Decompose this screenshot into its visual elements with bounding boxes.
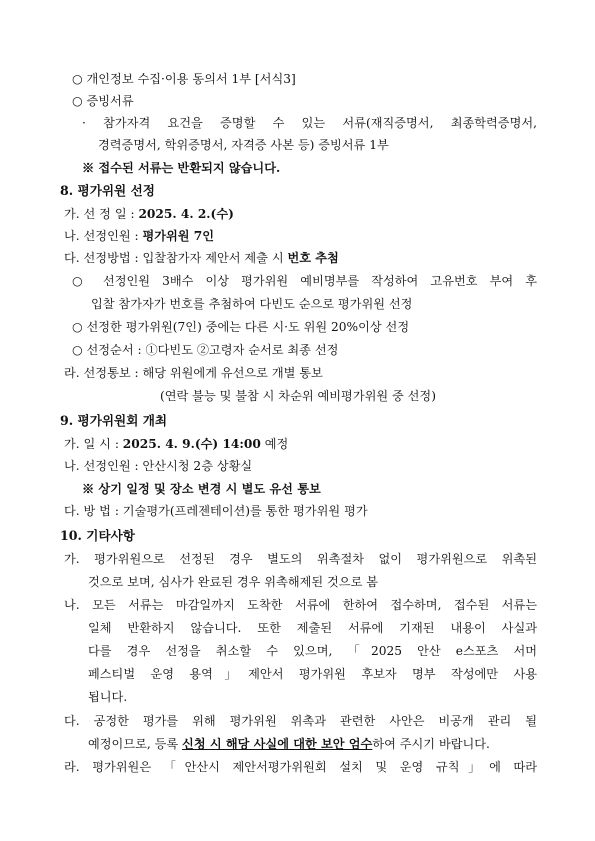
doc-line-selection-count <box>64 228 214 244</box>
doc-line-15: (연락 불능 및 불참 시 차순위 예비평가위원 중 선정) <box>160 389 436 403</box>
doc-line-selection-method <box>64 250 339 266</box>
value-selection-method: 번호 추첨 <box>287 251 339 265</box>
suffix-meeting-time: 예정 <box>260 437 289 451</box>
doc-line-29: 다. 공정한 평가를 위해 평가위원 위촉과 관련한 사안은 비공개 관리 될 <box>64 714 537 728</box>
doc-line-26: 다를 경우 선정을 취소할 수 있으며, 「2025 안산 e스포츠 서머 <box>88 644 537 658</box>
doc-line-31: 라. 평가위원은 「안산시 제안서평가위원회 설치 및 운영 규칙」에 따라 <box>64 760 537 774</box>
doc-line-18: 나. 선정인원 : 안산시청 2층 상황실 <box>64 459 253 473</box>
value-selection-count: 평가위원 7인 <box>142 229 215 243</box>
doc-line-28: 됩니다. <box>88 690 128 704</box>
doc-line-27: 페스티벌 운영 용역」제안서 평가위원 후보자 명부 작성에만 사용 <box>88 667 537 681</box>
doc-line-25: 일체 반환하지 않습니다. 또한 제출된 서류에 기재된 내용이 사실과 <box>88 621 537 635</box>
section-heading-8: 8. 평가위원 선정 <box>60 183 155 198</box>
doc-line-13: ○ 선정순서 : ①다빈도 ②고령자 순서로 최종 선정 <box>72 343 339 357</box>
notice-line-returns: ※ 접수된 서류는 반환되지 않습니다. <box>82 161 281 175</box>
doc-line-10: ○ 선정인원 3배수 이상 평가위원 예비명부를 작성하여 고유번호 부여 후 <box>72 274 537 288</box>
section-heading-10: 10. 기타사항 <box>60 528 135 543</box>
value-security-emphasis: 신청 시 해당 사실에 대한 보안 엄수 <box>182 737 373 751</box>
label-meeting-time: 가. 일 시 : <box>64 437 123 451</box>
section-heading-9: 9. 평가위원회 개최 <box>60 413 168 428</box>
doc-line-selection-date <box>64 206 234 222</box>
doc-line-2: ○ 증빙서류 <box>72 94 134 108</box>
suffix-security: 하여 주시기 바랍니다. <box>372 737 490 751</box>
doc-line-4: 경력증명서, 학위증명서, 자격증 사본 등) 증빙서류 1부 <box>98 138 389 152</box>
doc-line-23: 것으로 보며, 심사가 완료된 경우 위촉해제된 것으로 봄 <box>88 575 379 589</box>
value-selection-date: 2025. 4. 2.(수) <box>138 207 234 221</box>
label-selection-date: 가. 선 정 일 : <box>64 207 139 221</box>
doc-line-meeting-time <box>64 436 288 452</box>
label-selection-method: 다. 선정방법 : 입찰참가자 제안서 제출 시 <box>64 251 288 265</box>
doc-line-1: ○ 개인정보 수집·이용 동의서 1부 [서식3] <box>72 72 296 86</box>
value-meeting-time: 2025. 4. 9.(수) 14:00 <box>122 437 261 451</box>
doc-line-20: 다. 방 법 : 기술평가(프레젠테이션)를 통한 평가위원 평가 <box>64 504 368 518</box>
doc-line-14: 라. 선정통보 : 해당 위원에게 유선으로 개별 통보 <box>64 366 323 380</box>
doc-line-3: · 참가자격 요건을 증명할 수 있는 서류(재직증명서, 최종학력증명서, <box>82 116 537 130</box>
doc-line-12: ○ 선정한 평가위원(7인) 중에는 다른 시·도 위원 20%이상 선정 <box>72 320 410 334</box>
doc-line-11: 입찰 참가자가 번호를 추첨하여 다빈도 순으로 평가위원 선정 <box>91 297 413 311</box>
doc-line-security <box>88 736 490 752</box>
notice-line-schedule-change: ※ 상기 일정 및 장소 변경 시 별도 유선 통보 <box>82 482 321 496</box>
label-security: 예정이므로, 등록 <box>88 737 183 751</box>
label-selection-count: 나. 선정인원 : <box>64 229 143 243</box>
doc-line-22: 가. 평가위원으로 선정된 경우 별도의 위촉절차 없이 평가위원으로 위촉된 <box>64 552 537 566</box>
doc-line-24: 나. 모든 서류는 마감일까지 도착한 서류에 한하여 접수하며, 접수된 서류는 <box>64 598 537 612</box>
